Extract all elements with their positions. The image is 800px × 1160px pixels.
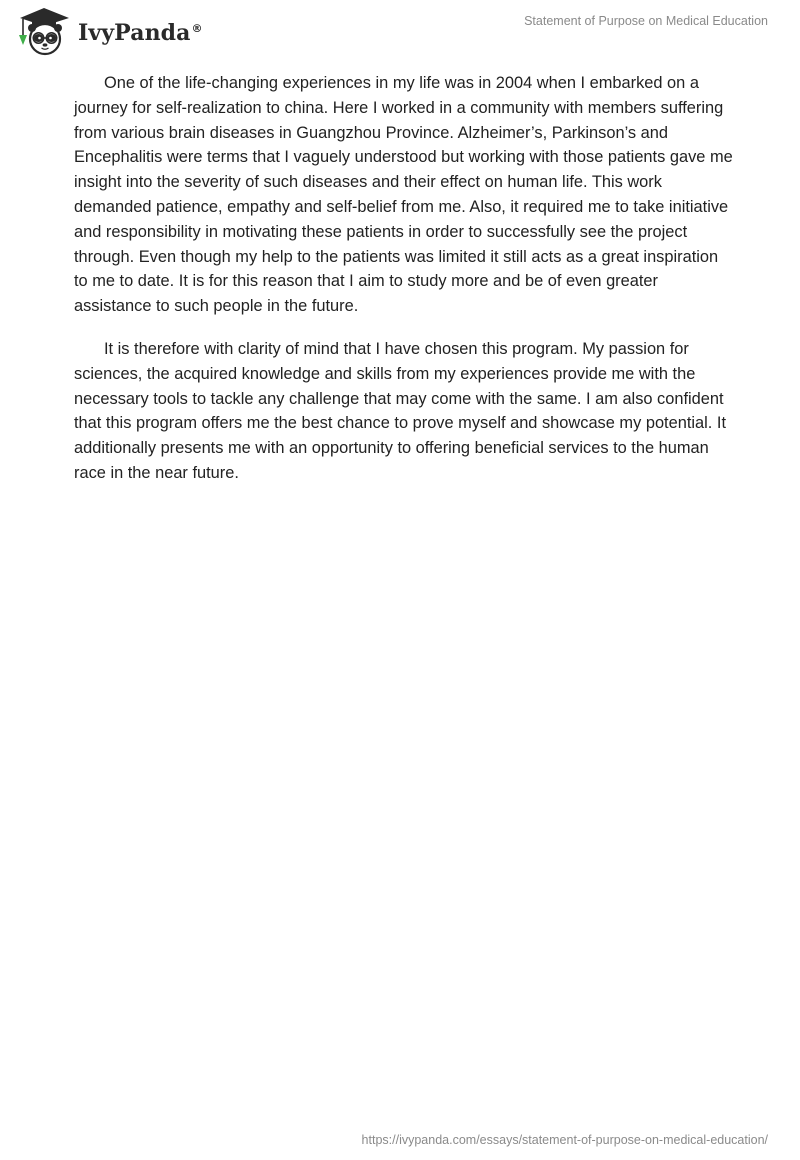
page-header xyxy=(0,0,800,60)
document-title: Statement of Purpose on Medical Education xyxy=(524,14,768,28)
source-url[interactable]: https://ivypanda.com/essays/statement-of-purpose-on-medical-education/ xyxy=(361,1133,768,1147)
panda-graduation-cap-icon xyxy=(15,7,75,57)
essay-paragraph: One of the life-changing experiences in my life was in 2004 when I embarked on a journey for self-realization to china. Here I worked in a community with members suffering from various brain diseases in Guangzhou Province. Alzheimer’s, Parkinson’s and Encephalitis were terms that I vaguely understood but working with those patients gave me insight into the severity of such diseases and their effect on human life. This work demanded patience, empathy and self-belief from me. Also, it required me to take initiative and responsibility in motivating these patients in order to successfully see the project through. Even though my help to the patients was limited it still acts as a great inspiration to me to date. It is for this reason that I aim to study more and be of even greater assistance to such people in the future. xyxy=(74,74,733,316)
essay-paragraph: It is therefore with clarity of mind that I have chosen this program. My passion for sciences, the acquired knowledge and skills from my experiences provide me with the necessary tools to tackle any challenge that may come with the same. I am also confident that this program offers me the best chance to prove myself and showcase my potential. It additionally presents me with an opportunity to offering beneficial services to the human race in the near future. xyxy=(74,339,727,482)
brand-name xyxy=(78,20,203,46)
brand-name-text: IvyPanda xyxy=(78,20,191,46)
ivypanda-logo[interactable] xyxy=(15,7,203,57)
essay-body xyxy=(74,71,734,504)
registered-mark: ® xyxy=(191,21,203,35)
